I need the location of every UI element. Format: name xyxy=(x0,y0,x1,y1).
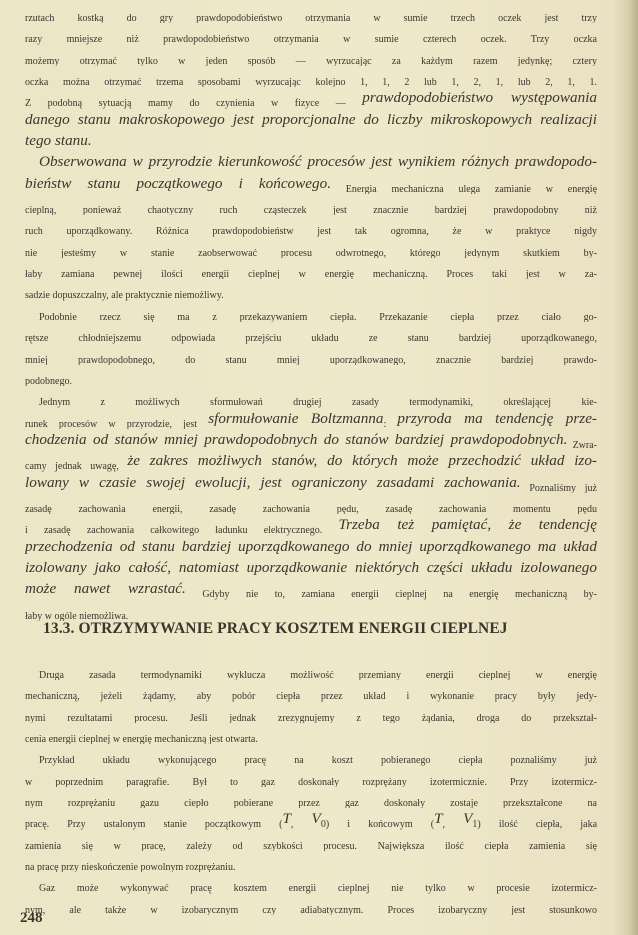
subscript: , xyxy=(290,819,312,830)
subscript: Gaz może wykonywać pracę kosztem energii cieplnej nie tylko w procesie izotermicz- xyxy=(39,883,597,894)
subscript: i zasadę zachowania całkowitego ładunku elektrycznego. xyxy=(25,525,339,536)
text-line xyxy=(25,344,597,365)
italic-text: izolowany jako całość, natomiast uporządkowanie niektórych części układu izolowanego xyxy=(25,558,597,576)
text-line xyxy=(25,680,597,701)
paragraph xyxy=(25,744,597,872)
italic-text: chodzenia od stanów mniej prawdopodobnych do stanów bardziej prawdopodobnych. xyxy=(25,430,568,448)
body-text-section-1 xyxy=(25,2,597,621)
subscript: łaby w ogóle niemożliwa. xyxy=(25,610,129,621)
subscript: Druga zasada termodynamiki wyklucza możliwość przemiany energii cieplnej w energię xyxy=(39,670,597,681)
italic-text: T xyxy=(434,810,443,828)
paragraph xyxy=(25,386,597,621)
subscript: łaby zamiana pewnej ilości energii cieplnej w energię mechaniczną. Proces taki jest w za- xyxy=(25,269,597,280)
italic-text: może nawet wzrastać. xyxy=(25,580,186,598)
text-line xyxy=(25,194,597,215)
subscript: runek procesów w przyrodzie, jest xyxy=(25,418,209,429)
text-line xyxy=(25,766,597,787)
paragraph xyxy=(25,659,597,744)
italic-text: Obserwowana w przyrodzie kierunkowość procesów jest wynikiem różnych prawdopodo- xyxy=(39,153,597,171)
subscript: ) i końcowym ( xyxy=(325,819,435,830)
subscript: cenia energii cieplnej w energię mechaniczną jest otwarta. xyxy=(25,734,258,745)
subscript: w poprzednim paragrafie. Był to gaz doskonały rozprężany izotermicznie. Przy izotermicz- xyxy=(25,776,597,788)
subscript: sadzie dopuszczalny, ale praktycznie niemożliwy. xyxy=(25,290,224,301)
subscript: Gdyby nie to, zamiana energii cieplnej na energię mechaniczną by- xyxy=(185,589,597,600)
text-line xyxy=(25,87,597,108)
text-line xyxy=(25,872,597,893)
paragraph xyxy=(25,151,597,300)
subscript: 0 xyxy=(320,819,326,830)
text-line xyxy=(25,830,597,851)
italic-text: prawdopodobieństwo występowania xyxy=(362,89,597,107)
subscript: 1 xyxy=(472,819,478,830)
subscript: zasadę zachowania energii, zasadę zachowania pędu, zasadę zachowania momentu pędu xyxy=(25,503,597,515)
subscript: camy jednak uwagę, xyxy=(25,461,128,472)
subscript: mniej prawdopodobnego, do stanu mniej uporządkowanego, znacznie bardziej prawdo- xyxy=(25,354,597,365)
subscript: , xyxy=(442,819,464,830)
italic-text: przechodzenia od stanu bardziej uporządkowanego do mniej uporządkowanego ma układ xyxy=(25,537,597,555)
paragraph xyxy=(25,301,597,386)
text-line xyxy=(25,600,597,621)
text-line xyxy=(25,23,597,44)
text-line xyxy=(25,279,597,300)
italic-text: V xyxy=(463,810,473,828)
italic-text: tego stanu. xyxy=(25,132,92,150)
subscript: nym, ale także w izobarycznym czy adiabatycznym. Proces izobaryczny jest stosunkowo xyxy=(25,904,597,916)
text-line xyxy=(25,173,597,194)
text-line xyxy=(25,237,597,258)
text-line xyxy=(25,659,597,680)
subscript: Podobnie rzecz się ma z przekazywaniem ciepła. Przekazanie ciepła przez ciało go- xyxy=(39,311,597,323)
body-text-section-2 xyxy=(25,659,597,915)
text-line xyxy=(25,536,597,557)
text-line xyxy=(25,301,597,322)
subscript: nym rozprężaniu gazu ciepło pobierane przez gaz doskonały zostaje przekształcone na xyxy=(25,798,597,809)
subscript: rzutach kostką do gry prawdopodobieństwo otrzymania w sumie trzech oczek jest trzy xyxy=(25,13,597,24)
italic-text: bieństw stanu początkowego i końcowego. xyxy=(25,174,332,192)
italic-text: danego stanu makroskopowego jest proporcjonalne do liczby mikroskopowych realizacji xyxy=(25,110,597,128)
paragraph xyxy=(25,872,597,915)
page-number: 248 xyxy=(20,910,43,926)
subscript: nymi rezultatami procesu. Jeśli jednak zrezygnujemy z tego żądania, droga do przekształ- xyxy=(25,712,597,724)
subscript: nie jesteśmy w stanie zaobserwować procesu odwrotnego, którego jedynym skutkiem by- xyxy=(25,247,597,259)
subscript: na pracę przy nieskończenie powolnym rozprężaniu. xyxy=(25,862,236,873)
text-line xyxy=(25,258,597,279)
text-line xyxy=(25,702,597,723)
text-line xyxy=(25,2,597,23)
text-line xyxy=(25,514,597,535)
subscript: Przykład układu wykonującego pracę na koszt pobieranego ciepła poznaliśmy już xyxy=(39,755,597,766)
text-line xyxy=(25,215,597,236)
subscript: pracę. Przy ustalonym stanie początkowym ( xyxy=(25,819,283,830)
italic-text: T xyxy=(282,810,291,828)
italic-text: że zakres możliwych stanów, do których może przechodzić układ izo- xyxy=(127,452,597,470)
text-line xyxy=(25,151,597,172)
text-line xyxy=(25,66,597,87)
subscript: cieplną, ponieważ chaotyczny ruch cząsteczek jest znacznie bardziej prawdopodobny niż xyxy=(25,205,597,216)
text-line xyxy=(25,472,597,493)
text-line xyxy=(25,322,597,343)
subscript: ) ilość ciepła, jaka xyxy=(477,819,597,830)
text-line xyxy=(25,365,597,386)
text-line xyxy=(25,851,597,872)
text-line xyxy=(25,45,597,66)
subscript: możemy otrzymać tylko w jeden sposób — wyrzucając za każdym razem jedynkę; cztery xyxy=(25,55,597,67)
subscript: Poznaliśmy już xyxy=(520,482,597,493)
text-line xyxy=(25,429,597,450)
text-line xyxy=(25,408,597,429)
text-line xyxy=(25,493,597,514)
text-line xyxy=(25,723,597,744)
italic-text: przyroda ma tendencję prze- xyxy=(397,409,597,427)
text-line xyxy=(25,894,597,915)
italic-text: sformułowanie Boltzmanna xyxy=(208,409,384,427)
text-line xyxy=(25,386,597,407)
subscript: razy mniejsze niż prawdopodobieństwo otrzymania w sumie czterech oczek. Trzy oczka xyxy=(25,34,597,45)
subscript: Z podobną sytuacją mamy do czynienia w fizyce — xyxy=(25,98,363,109)
subscript: : xyxy=(383,418,398,429)
italic-text: Trzeba też pamiętać, że tendencję xyxy=(338,516,597,534)
subscript: Jednym z możliwych sformułowań drugiej zasady termodynamiki, określającej kie- xyxy=(39,397,597,408)
text-line xyxy=(25,109,597,130)
subscript: ruch uporządkowany. Różnica prawdopodobieństw jest tak ogromna, że w praktyce nigdy xyxy=(25,226,597,237)
text-line xyxy=(25,557,597,578)
subscript: podobnego. xyxy=(25,375,72,387)
subscript: oczka można otrzymać trzema sposobami wyrzucając kolejno 1, 1, 2 lub 1, 2, 1, lub 2, 1, 1. xyxy=(25,77,597,88)
subscript: zamienia się w pracę, zależy od szybkości procesu. Największa ilość ciepła zamienia się xyxy=(25,840,597,852)
text-line xyxy=(25,808,597,829)
section-heading: 13.3. OTRZYMYWANIE PRACY KOSZTEM ENERGII CIEPLNEJ xyxy=(43,620,508,637)
text-line xyxy=(25,744,597,765)
paragraph xyxy=(25,2,597,151)
text-line xyxy=(25,130,597,151)
subscript: Zwra- xyxy=(567,439,597,451)
text-line xyxy=(25,787,597,808)
italic-text: lowany w czasie swojej ewolucji, jest ograniczony zasadami zachowania. xyxy=(25,473,521,491)
text-line xyxy=(25,450,597,471)
subscript: mechaniczną, jeżeli żądamy, aby pobór ciepła przez układ i wykonanie pracy były jedy- xyxy=(25,691,597,702)
italic-text: V xyxy=(311,810,321,828)
text-line xyxy=(25,578,597,599)
subscript: rętsze chłodniejszemu odpowiada przejściu układu ze stanu bardziej uporządkowanego, xyxy=(25,333,597,344)
subscript: Energia mechaniczna ulega zamianie w energię xyxy=(331,183,597,195)
